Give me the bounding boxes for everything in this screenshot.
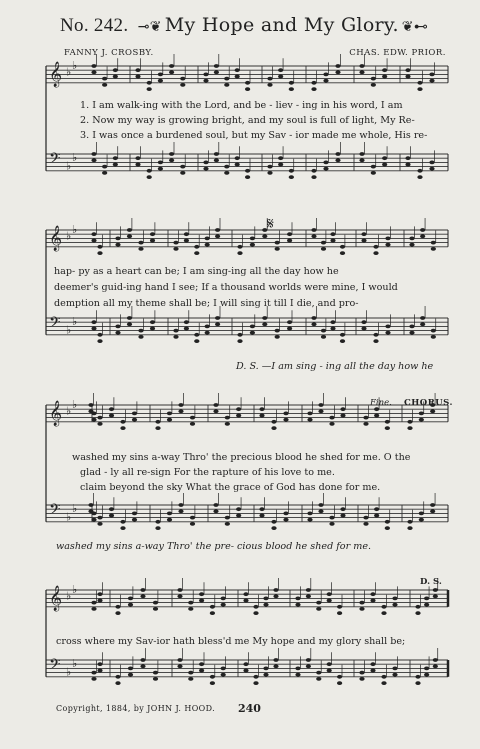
composer-credit: CHAS. EDW. PRIOR. [349,48,446,58]
system3-verse1: washed my sins a-way Thro' the precious blood he shed for me. O the [72,452,411,463]
svg-text:𝄞: 𝄞 [49,62,63,87]
svg-text:♭: ♭ [66,159,72,173]
ds-mark: D. S. [420,577,442,587]
svg-text:♭: ♭ [72,223,78,236]
hymn-number: No. 242. [60,15,129,36]
hymn-title-text: My Hope and My Glory. [164,14,399,36]
svg-text:𝄢: 𝄢 [49,150,61,171]
segno-icon: 𝄋 [267,214,274,233]
svg-text:♭: ♭ [72,657,78,671]
svg-text:♭: ♭ [66,229,72,243]
svg-text:𝄢: 𝄢 [49,501,61,522]
system2-ds-line: D. S. —I am sing - ing all the day how he [236,361,434,372]
svg-text:♭: ♭ [72,583,78,596]
svg-text:♭: ♭ [72,315,78,329]
system2-verse1: hap- py as a heart can be; I am sing-ing all the day how he [54,266,339,277]
svg-text:♭: ♭ [72,398,78,411]
svg-text:𝄢: 𝄢 [49,314,61,335]
svg-text:♭: ♭ [66,510,72,524]
svg-text:♭: ♭ [66,589,72,603]
system2-verse3: demption all my theme shall be; I will sing it till I die, and pro- [54,298,359,309]
system3-verse3: claim beyond the sky What the grace of God has done for me. [80,482,381,493]
svg-text:𝄞: 𝄞 [49,586,63,611]
system3-verse2: glad - ly all re-sign For the rapture of his love to me. [80,467,335,478]
svg-text:♭: ♭ [72,59,78,72]
chorus-mark: CHORUS. [404,398,453,408]
ornament-left-icon: ⊸❦ [137,19,162,35]
svg-text:♭: ♭ [66,65,72,79]
system1-verse1: 1. I am walk-ing with the Lord, and be - liev - ing in his word, I am [80,100,403,111]
page-number: 240 [238,702,261,715]
svg-text:𝄞: 𝄞 [49,401,63,426]
ornament-right-icon: ❦⊷ [401,19,429,35]
svg-text:♭: ♭ [66,665,72,679]
copyright-notice: Copyright, 1884, by JOHN J. HOOD. [56,704,216,713]
fine-mark: Fine. [370,398,392,408]
system1-verse3: 3. I was once a burdened soul, but my Sav - ior made me whole, His re- [80,130,428,141]
system4-verse1: cross where my Sav-ior hath bless'd me My hope and my glory shall be; [56,636,406,647]
system1-verse2: 2. Now my way is growing bright, and my soul is full of light, My Re- [80,115,415,126]
svg-text:𝄞: 𝄞 [49,226,63,251]
svg-text:♭: ♭ [72,151,78,165]
system2-verse2: deemer's guid-ing hand I see; If a thousand worlds were mine, I would [54,282,398,293]
system3-ds-line: washed my sins a-way Thro' the pre- cious blood he shed for me. [56,541,372,552]
svg-text:♭: ♭ [66,323,72,337]
svg-text:𝄢: 𝄢 [49,656,61,677]
svg-text:♭: ♭ [72,502,78,516]
svg-text:♭: ♭ [66,404,72,418]
author-credit: FANNY J. CROSBY. [64,48,154,58]
